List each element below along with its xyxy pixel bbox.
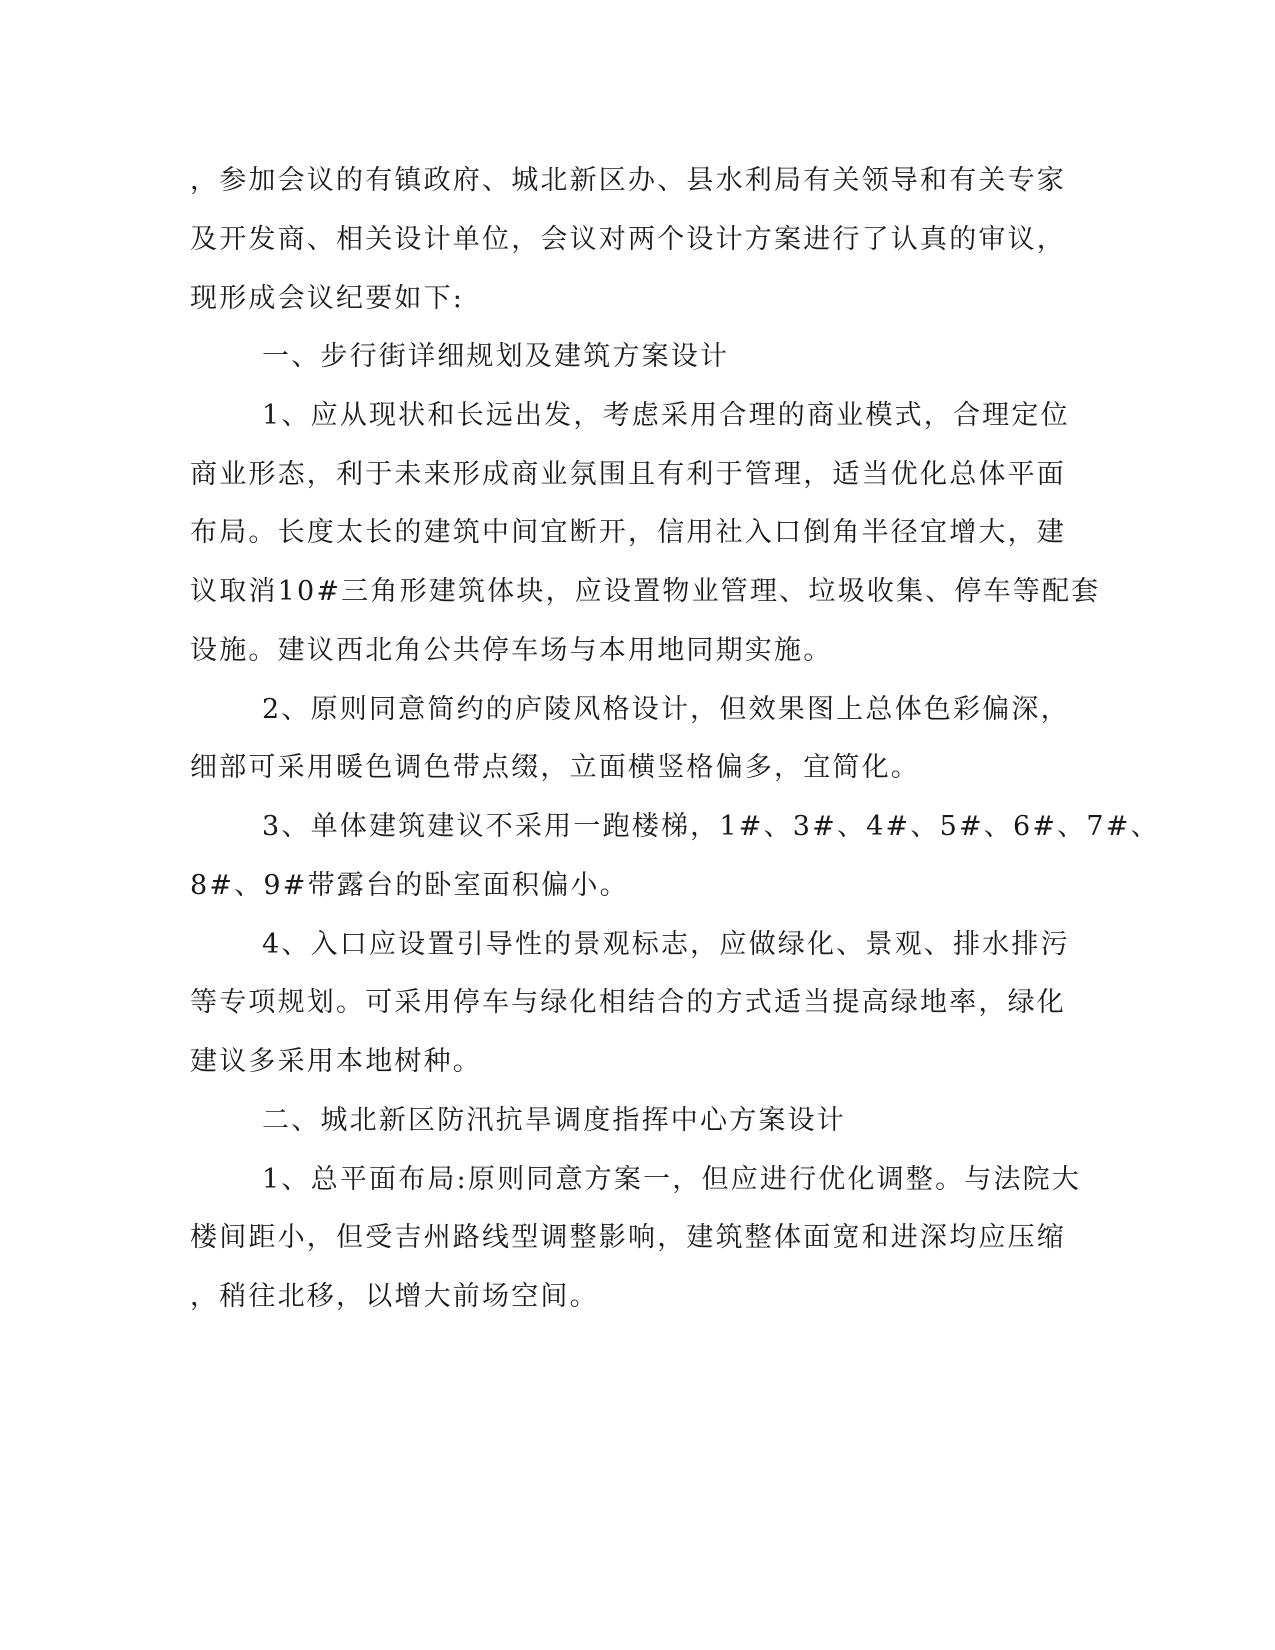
text-line: 布局。长度太长的建筑中间宜断开，信用社入口倒角半径宜增大，建: [190, 517, 1066, 548]
text-line: 等专项规划。可采用停车与绿化相结合的方式适当提高绿地率，绿化: [190, 987, 1066, 1018]
text-line: 商业形态，利于未来形成商业氛围且有利于管理，适当优化总体平面: [190, 459, 1066, 490]
text-line: 2、原则同意简约的庐陵风格设计，但效果图上总体色彩偏深，: [262, 694, 1070, 725]
text-line: 细部可采用暖色调色带点缀，立面横竖格偏多，宜简化。: [190, 752, 920, 783]
text-line: 建议多采用本地树种。: [190, 1046, 482, 1077]
text-line: 1、总平面布局:原则同意方案一，但应进行优化调整。与法院大: [262, 1164, 1082, 1195]
section-heading-2: 二、城北新区防汛抗旱调度指挥中心方案设计: [262, 1105, 846, 1136]
text-line: 1、应从现状和长远出发，考虑采用合理的商业模式，合理定位: [262, 400, 1070, 431]
text-line: 楼间距小，但受吉州路线型调整影响，建筑整体面宽和进深均应压缩: [190, 1222, 1066, 1253]
text-line: 8#、9#带露台的卧室面积偏小。: [190, 870, 629, 901]
text-line: 议取消10#三角形建筑体块，应设置物业管理、垃圾收集、停车等配套: [190, 576, 1101, 607]
text-line: 及开发商、相关设计单位，会议对两个设计方案进行了认真的审议，: [190, 224, 1066, 255]
text-line: 3、单体建筑建议不采用一跑楼梯，1#、3#、4#、5#、6#、7#、: [262, 811, 1160, 842]
section-heading-1: 一、步行街详细规划及建筑方案设计: [262, 341, 730, 372]
text-line: 4、入口应设置引导性的景观标志，应做绿化、景观、排水排污: [262, 929, 1070, 960]
text-line: ，参加会议的有镇政府、城北新区办、县水利局有关领导和有关专家: [190, 165, 1066, 196]
text-line: ，稍往北移，以增大前场空间。: [190, 1281, 599, 1312]
text-line: 设施。建议西北角公共停车场与本用地同期实施。: [190, 635, 833, 666]
text-line: 现形成会议纪要如下:: [190, 283, 465, 314]
